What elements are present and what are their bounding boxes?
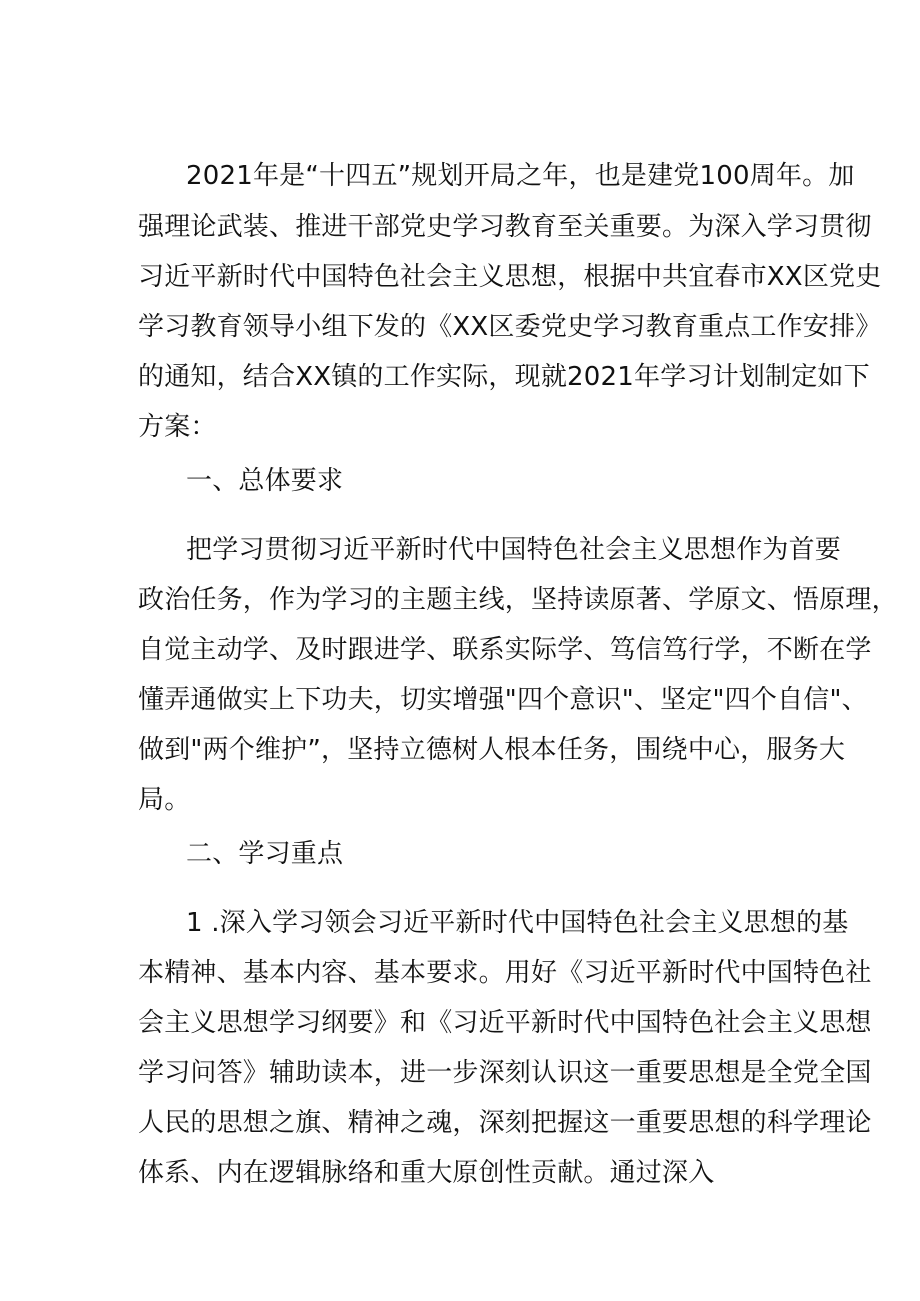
paragraph-1-line-1: 2021年是“十四五”规划开局之年，也是建党100周年。加 — [186, 161, 855, 191]
paragraph-3-line-1: 1 .深入学习领会习近平新时代中国特色社会主义思想的基 — [186, 908, 849, 938]
section-heading-2: 二、学习重点 — [186, 839, 344, 869]
paragraph-1-line-6: 方案： — [138, 412, 217, 442]
paragraph-2-line-1: 把学习贯彻习近平新时代中国特色社会主义思想作为首要 — [186, 535, 842, 565]
paragraph-3-line-3: 会主义思想学习纲要》和《习近平新时代中国特色社会主义思想 — [138, 1008, 872, 1038]
paragraph-2-line-6: 局。 — [138, 785, 191, 815]
paragraph-3-line-6: 体系、内在逻辑脉络和重大原创性贡献。通过深入 — [138, 1158, 715, 1188]
section-heading-1: 一、总体要求 — [186, 466, 344, 496]
paragraph-1-line-3: 习近平新时代中国特色社会主义思想，根据中共宜春市XX区党史 — [138, 262, 882, 292]
paragraph-3-line-4: 学习问答》辅助读本，进一步深刻认识这一重要思想是全党全国 — [138, 1058, 872, 1088]
paragraph-1-line-4: 学习教育领导小组下发的《XX区委党史学习教育重点工作安排》 — [138, 312, 882, 342]
paragraph-2-line-4: 懂弄通做实上下功夫，切实增强"四个意识"、坚定"四个自信"、 — [138, 685, 868, 715]
paragraph-2-line-5: 做到"两个维护”，坚持立德树人根本任务，围绕中心，服务大 — [138, 735, 846, 765]
paragraph-1-line-5: 的通知，结合XX镇的工作实际，现就2021年学习计划制定如下 — [138, 362, 870, 392]
paragraph-3-line-5: 人民的思想之旗、精神之魂，深刻把握这一重要思想的科学理论 — [138, 1108, 872, 1138]
paragraph-2-line-2: 政治任务，作为学习的主题主线，坚持读原著、学原文、悟原理， — [138, 585, 898, 615]
paragraph-2-line-3: 自觉主动学、及时跟进学、联系实际学、笃信笃行学，不断在学 — [138, 635, 872, 665]
paragraph-1-line-2: 强理论武装、推进干部党史学习教育至关重要。为深入学习贯彻 — [138, 212, 872, 242]
paragraph-3-line-2: 本精神、基本内容、基本要求。用好《习近平新时代中国特色社 — [138, 958, 872, 988]
